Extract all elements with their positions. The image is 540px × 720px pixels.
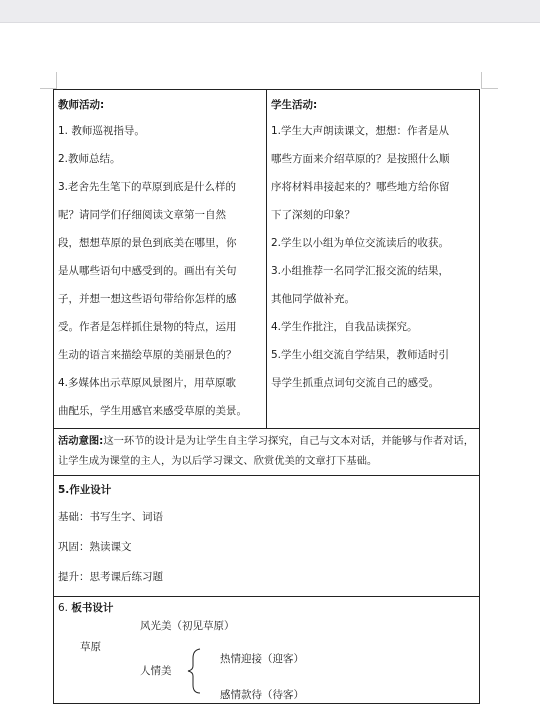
teacher-line: 子，并想一想这些语句带给你怎样的感	[58, 293, 237, 305]
teacher-activities-title: 教师活动:	[58, 99, 105, 111]
student-activities-cell	[267, 90, 480, 429]
student-line: 4.学生作批注，自我品读探究。	[271, 321, 418, 333]
activities-row	[54, 90, 480, 429]
teacher-line: 曲配乐，学生用感官来感受草原的美景。	[58, 405, 247, 417]
homework-item: 巩固：熟读课文	[58, 541, 132, 553]
student-line: 1.学生大声朗读课文，想想：作者是从	[271, 125, 450, 137]
board-row	[54, 597, 480, 704]
teacher-line: 2.教师总结。	[58, 153, 121, 165]
student-line: 序将材料串接起来的？哪些地方给你留	[271, 181, 450, 193]
board-section-heading	[58, 600, 113, 615]
homework-row	[54, 476, 480, 597]
purpose-label: 活动意图:	[58, 435, 104, 447]
student-line: 2.学生以小组为单位交流读后的收获。	[271, 237, 450, 249]
board-branch-word: 人情美	[140, 665, 172, 677]
homework-item: 提升：思考课后练习题	[58, 571, 163, 583]
board-sub-item: 热情迎接（迎客）	[220, 653, 304, 665]
board-root-word: 草原	[80, 641, 101, 653]
student-line: 哪些方面来介绍草原的？是按照什么顺	[271, 153, 450, 165]
teacher-line: 受。作者是怎样抓住景物的特点，运用	[58, 321, 237, 333]
viewer-top-bar	[0, 0, 540, 23]
crop-mark-top-left	[40, 72, 57, 89]
blackboard-design	[54, 597, 479, 703]
student-line: 导学生抓重点词句交流自己的感受。	[271, 377, 439, 389]
purpose-text: 这一环节的设计是为让学生自主学习探究，自己与文本对话，并能够与作者对话，让学生成为课堂的主人，为以后学习课文、欣赏优美的文章打下基础。	[58, 435, 474, 467]
teacher-line: 3.老舍先生笔下的草原到底是什么样的	[58, 181, 237, 193]
crop-mark-top-right	[481, 72, 498, 89]
teacher-line: 是从哪些语句中感受到的。画出有关句	[58, 265, 237, 277]
board-cell	[54, 597, 480, 704]
lesson-plan-table	[53, 89, 480, 704]
curly-brace-icon	[186, 648, 202, 694]
homework-cell	[54, 476, 480, 597]
teacher-line: 4.多媒体出示草原风景图片，用草原歌	[58, 377, 237, 389]
board-number: 6.	[58, 602, 69, 614]
board-title: 板书设计	[71, 602, 114, 614]
homework-item: 基础：书写生字、词语	[58, 511, 163, 523]
purpose-cell	[54, 429, 480, 476]
teacher-line: 生动的语言来描绘草原的美丽景色的？	[58, 349, 237, 361]
board-scenery-line: 风光美（初见草原）	[140, 620, 235, 632]
board-sub-item: 感情款待（待客）	[220, 689, 304, 701]
teacher-line: 呢？请同学们仔细阅读文章第一自然	[58, 209, 226, 221]
teacher-line: 段，想想草原的景色到底美在哪里，你	[58, 237, 237, 249]
homework-title: 5.作业设计	[58, 484, 112, 496]
purpose-row	[54, 429, 480, 476]
student-activities-title: 学生活动:	[271, 99, 318, 111]
teacher-line: 1. 教师巡视指导。	[58, 125, 145, 137]
student-line: 3.小组推荐一名同学汇报交流的结果，	[271, 265, 450, 277]
student-line: 下了深刻的印象？	[271, 209, 355, 221]
student-line: 5.学生小组交流自学结果，教师适时引	[271, 349, 450, 361]
teacher-activities-cell	[54, 90, 267, 429]
student-line: 其他同学做补充。	[271, 293, 355, 305]
